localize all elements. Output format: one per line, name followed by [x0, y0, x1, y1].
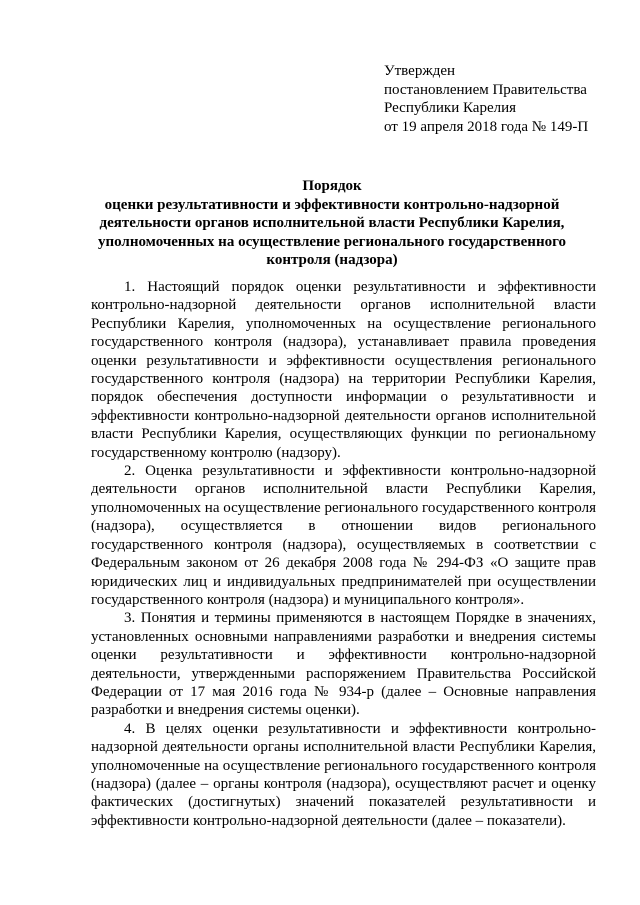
title-line-4: контроля (надзора) — [266, 252, 398, 268]
approval-stamp — [384, 62, 624, 136]
title-line-2: деятельности органов исполнительной власти Республики Карелия, — [99, 215, 565, 231]
title-line-3: уполномоченных на осуществление регионального государственного — [97, 233, 567, 250]
title-line-1: оценки результативности и эффективности контрольно-надзорной — [104, 196, 560, 213]
document-title — [96, 177, 568, 270]
paragraph-1: 1. Настоящий порядок оценки результативности и эффективности контрольно-надзорной деятельности органов исполнительной власти Республики Карелия, уполномоченных на осуществление регионального государственного контроля (надзора), устанавливает правила проведения оценки результативности и эффективности осуществления регионального государственного контроля (надзора) на территории Республики Карелия, порядок обеспечения доступности информации о результативности и эффективности контрольно-надзорной деятельности органов исполнительной власти Республики Карелия, осуществляющих функции по региональному государственному контролю (надзору). — [91, 279, 596, 461]
approval-line-1: Утвержден — [384, 63, 456, 79]
paragraph-2: 2. Оценка результативности и эффективности контрольно-надзорной деятельности органов исполнительной власти Республики Карелия, уполномоченных на осуществление регионального государственного контроля (надзора), осуществляется в отношении видов регионального государственного контроля (надзора), осуществляемых в соответствии с Федеральным законом от 26 декабря 2008 года № 294-ФЗ «О защите прав юридических лиц и индивидуальных предпринимателей при осуществлении государственного контроля (надзора) и муниципального контроля». — [91, 463, 596, 608]
approval-line-4: от 19 апреля 2018 года № 149-П — [384, 118, 589, 135]
document-body — [91, 278, 596, 830]
paragraph-4: 4. В целях оценки результативности и эффективности контрольно-надзорной деятельности органы исполнительной власти Республики Карелия, уполномоченные на осуществление регионального государственного контроля (надзора) (далее – органы контроля (надзора), осуществляют расчет и оценку фактических (достигнутых) значений показателей результативности и эффективности контрольно-надзорной деятельности (далее – показатели). — [91, 720, 596, 829]
title-heading: Порядок — [302, 178, 362, 194]
approval-line-2: постановлением Правительства — [384, 81, 587, 98]
paragraph-3: 3. Понятия и термины применяются в настоящем Порядке в значениях, установленных основными направлениями разработки и внедрения системы оценки результативности и эффективности контрольно-надзорной деятельности, утвержденными распоряжением Правительства Российской Федерации от 17 мая 2016 года № 934-р (далее – Основные направления разработки и внедрения системы оценки). — [91, 610, 596, 719]
approval-line-3: Республики Карелия — [384, 100, 517, 116]
